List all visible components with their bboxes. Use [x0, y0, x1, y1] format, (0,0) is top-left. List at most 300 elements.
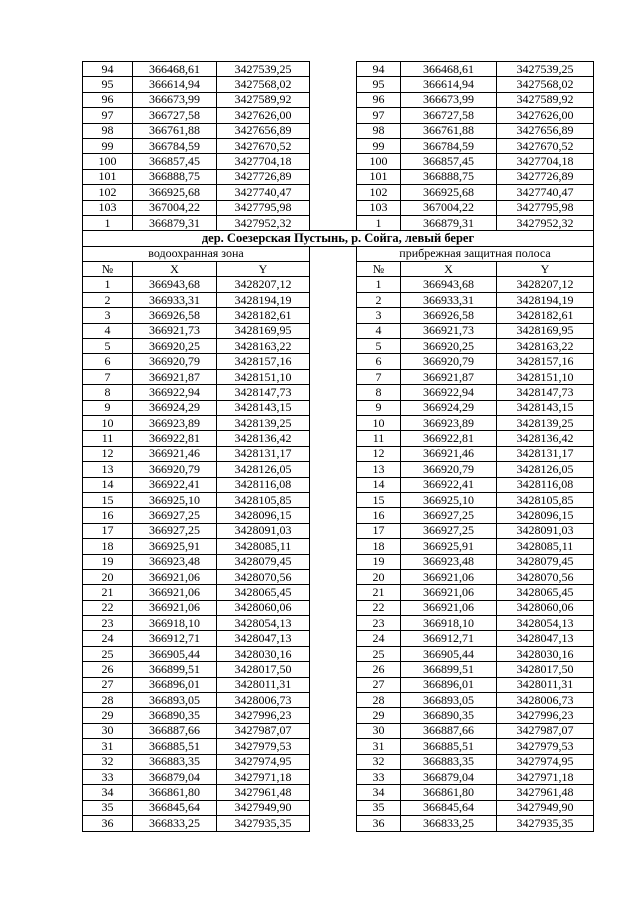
x-cell: 366926,58: [133, 308, 217, 323]
y-cell: 3427670,52: [217, 138, 310, 153]
column-gap: [310, 446, 357, 461]
y-cell: 3428116,08: [497, 477, 594, 492]
x-cell: 366921,73: [133, 323, 217, 338]
column-gap: [310, 723, 357, 738]
table-row: [83, 508, 594, 523]
number-cell: 99: [357, 138, 401, 153]
y-cell: 3428070,56: [217, 569, 310, 584]
y-cell: 3427704,18: [217, 154, 310, 169]
column-gap: [310, 215, 357, 230]
number-cell: 9: [83, 400, 133, 415]
number-cell: 95: [357, 77, 401, 92]
number-cell: 23: [83, 616, 133, 631]
number-cell: 97: [83, 108, 133, 123]
table-row: [83, 138, 594, 153]
x-cell: 366887,66: [401, 723, 497, 738]
x-cell: 366918,10: [133, 616, 217, 631]
table-row: [83, 154, 594, 169]
column-gap: [310, 785, 357, 800]
column-gap: [310, 600, 357, 615]
number-cell: 13: [357, 462, 401, 477]
y-cell: 3428070,56: [497, 569, 594, 584]
number-cell: 15: [357, 492, 401, 507]
left-zone-header: водоохранная зона: [83, 246, 310, 261]
y-cell: 3428060,06: [217, 600, 310, 615]
x-cell: 366784,59: [401, 138, 497, 153]
number-cell: 22: [357, 600, 401, 615]
right-x-header: X: [401, 262, 497, 277]
table-row: [83, 708, 594, 723]
column-gap: [310, 339, 357, 354]
number-cell: 21: [83, 585, 133, 600]
x-cell: 366920,79: [133, 462, 217, 477]
table-row: [83, 677, 594, 692]
y-cell: 3427979,53: [497, 739, 594, 754]
y-cell: 3428131,17: [497, 446, 594, 461]
y-cell: 3427656,89: [217, 123, 310, 138]
x-cell: 366922,81: [401, 431, 497, 446]
y-cell: 3427952,32: [217, 215, 310, 230]
number-cell: 36: [357, 816, 401, 831]
number-cell: 100: [83, 154, 133, 169]
x-cell: 366921,06: [133, 569, 217, 584]
table-row: [83, 369, 594, 384]
x-cell: 366921,46: [401, 446, 497, 461]
number-cell: 30: [83, 723, 133, 738]
number-cell: 33: [357, 769, 401, 784]
number-cell: 26: [357, 662, 401, 677]
y-cell: 3428006,73: [497, 693, 594, 708]
right-y-header: Y: [497, 262, 594, 277]
y-cell: 3427987,07: [217, 723, 310, 738]
section-title: дер. Соезерская Пустынь, р. Сойга, левый берег: [83, 231, 594, 246]
number-cell: 29: [357, 708, 401, 723]
x-cell: 366923,48: [133, 554, 217, 569]
number-cell: 30: [357, 723, 401, 738]
x-cell: 366924,29: [401, 400, 497, 415]
column-gap: [310, 462, 357, 477]
table-row: [83, 646, 594, 661]
number-cell: 1: [83, 277, 133, 292]
table-row: [83, 616, 594, 631]
column-gap: [310, 523, 357, 538]
x-cell: 366921,87: [401, 369, 497, 384]
y-cell: 3427795,98: [217, 200, 310, 215]
x-cell: 366879,31: [401, 215, 497, 230]
table-row: [83, 569, 594, 584]
x-cell: 366921,06: [133, 600, 217, 615]
x-cell: 366896,01: [133, 677, 217, 692]
x-cell: 366943,68: [133, 277, 217, 292]
x-cell: 366925,10: [133, 492, 217, 507]
table-row: [83, 462, 594, 477]
number-cell: 31: [357, 739, 401, 754]
number-cell: 34: [83, 785, 133, 800]
number-cell: 25: [83, 646, 133, 661]
y-cell: 3428096,15: [217, 508, 310, 523]
number-cell: 12: [83, 446, 133, 461]
number-cell: 35: [83, 800, 133, 815]
main-rows: [83, 277, 594, 831]
x-cell: 366468,61: [401, 62, 497, 77]
number-cell: 34: [357, 785, 401, 800]
number-cell: 19: [83, 554, 133, 569]
table-row: [83, 185, 594, 200]
number-cell: 98: [83, 123, 133, 138]
table-row: [83, 816, 594, 831]
column-gap: [310, 508, 357, 523]
y-cell: 3428091,03: [497, 523, 594, 538]
number-cell: 19: [357, 554, 401, 569]
y-cell: 3428017,50: [217, 662, 310, 677]
column-gap: [310, 693, 357, 708]
y-cell: 3427979,53: [217, 739, 310, 754]
column-gap: [310, 754, 357, 769]
x-cell: 366727,58: [401, 108, 497, 123]
table-row: [83, 754, 594, 769]
number-cell: 6: [83, 354, 133, 369]
column-gap: [310, 308, 357, 323]
y-cell: 3428116,08: [217, 477, 310, 492]
table-row: [83, 123, 594, 138]
x-cell: 366921,46: [133, 446, 217, 461]
y-cell: 3428047,13: [497, 631, 594, 646]
number-cell: 26: [83, 662, 133, 677]
x-cell: 366614,94: [133, 77, 217, 92]
x-cell: 366761,88: [401, 123, 497, 138]
x-cell: 366922,94: [133, 385, 217, 400]
number-cell: 5: [83, 339, 133, 354]
y-cell: 3427949,90: [497, 800, 594, 815]
x-cell: 366924,29: [133, 400, 217, 415]
right-number-header: №: [357, 262, 401, 277]
x-cell: 366885,51: [401, 739, 497, 754]
x-cell: 366923,89: [401, 415, 497, 430]
number-cell: 3: [357, 308, 401, 323]
x-cell: 366922,94: [401, 385, 497, 400]
section-title-row: [83, 231, 594, 246]
column-gap: [310, 492, 357, 507]
column-gap: [310, 108, 357, 123]
x-cell: 366921,06: [133, 585, 217, 600]
y-cell: 3427670,52: [497, 138, 594, 153]
y-cell: 3427740,47: [217, 185, 310, 200]
number-cell: 24: [357, 631, 401, 646]
x-cell: 366899,51: [133, 662, 217, 677]
zone-header-row: [83, 246, 594, 261]
table-row: [83, 800, 594, 815]
x-cell: 366921,06: [401, 600, 497, 615]
y-cell: 3427935,35: [497, 816, 594, 831]
x-cell: 366920,79: [401, 354, 497, 369]
x-cell: 366918,10: [401, 616, 497, 631]
y-cell: 3428143,15: [217, 400, 310, 415]
y-cell: 3427626,00: [217, 108, 310, 123]
x-cell: 366922,41: [133, 477, 217, 492]
table-row: [83, 431, 594, 446]
column-gap: [310, 616, 357, 631]
number-cell: 23: [357, 616, 401, 631]
y-cell: 3428194,19: [497, 292, 594, 307]
number-cell: 21: [357, 585, 401, 600]
number-cell: 102: [83, 185, 133, 200]
y-cell: 3428126,05: [217, 462, 310, 477]
number-cell: 13: [83, 462, 133, 477]
column-header-row: [83, 262, 594, 277]
number-cell: 2: [83, 292, 133, 307]
column-gap: [310, 169, 357, 184]
table-row: [83, 446, 594, 461]
y-cell: 3428151,10: [497, 369, 594, 384]
y-cell: 3428060,06: [497, 600, 594, 615]
y-cell: 3428126,05: [497, 462, 594, 477]
x-cell: 366921,87: [133, 369, 217, 384]
x-cell: 366857,45: [401, 154, 497, 169]
x-cell: 366925,91: [133, 539, 217, 554]
y-cell: 3428163,22: [497, 339, 594, 354]
x-cell: 366861,80: [133, 785, 217, 800]
number-cell: 6: [357, 354, 401, 369]
x-cell: 366921,73: [401, 323, 497, 338]
column-gap: [310, 369, 357, 384]
number-cell: 31: [83, 739, 133, 754]
number-cell: 3: [83, 308, 133, 323]
y-cell: 3427704,18: [497, 154, 594, 169]
table-row: [83, 415, 594, 430]
table-row: [83, 77, 594, 92]
y-cell: 3428136,42: [497, 431, 594, 446]
y-cell: 3428207,12: [217, 277, 310, 292]
table-row: [83, 92, 594, 107]
x-cell: 366912,71: [133, 631, 217, 646]
number-cell: 27: [83, 677, 133, 692]
x-cell: 366927,25: [133, 508, 217, 523]
column-gap: [310, 554, 357, 569]
number-cell: 4: [83, 323, 133, 338]
right-zone-header: прибрежная защитная полоса: [357, 246, 594, 261]
number-cell: 32: [83, 754, 133, 769]
table-row: [83, 785, 594, 800]
number-cell: 2: [357, 292, 401, 307]
x-cell: 366888,75: [401, 169, 497, 184]
x-cell: 366614,94: [401, 77, 497, 92]
x-cell: 366899,51: [401, 662, 497, 677]
column-gap: [310, 200, 357, 215]
y-cell: 3427952,32: [497, 215, 594, 230]
table-row: [83, 385, 594, 400]
table-row: [83, 662, 594, 677]
table-row: [83, 339, 594, 354]
column-gap: [310, 77, 357, 92]
table-row: [83, 523, 594, 538]
number-cell: 28: [357, 693, 401, 708]
number-cell: 20: [83, 569, 133, 584]
number-cell: 100: [357, 154, 401, 169]
y-cell: 3427935,35: [217, 816, 310, 831]
y-cell: 3428047,13: [217, 631, 310, 646]
number-cell: 18: [83, 539, 133, 554]
x-cell: 366845,64: [133, 800, 217, 815]
y-cell: 3428151,10: [217, 369, 310, 384]
table-row: [83, 215, 594, 230]
column-gap: [310, 708, 357, 723]
x-cell: 366784,59: [133, 138, 217, 153]
number-cell: 7: [83, 369, 133, 384]
table-row: [83, 492, 594, 507]
table-row: [83, 200, 594, 215]
x-cell: 366890,35: [133, 708, 217, 723]
y-cell: 3427589,92: [497, 92, 594, 107]
number-cell: 1: [357, 277, 401, 292]
number-cell: 29: [83, 708, 133, 723]
x-cell: 366927,25: [401, 523, 497, 538]
x-cell: 366883,35: [133, 754, 217, 769]
x-cell: 366883,35: [401, 754, 497, 769]
y-cell: 3427961,48: [217, 785, 310, 800]
number-cell: 96: [83, 92, 133, 107]
y-cell: 3428147,73: [217, 385, 310, 400]
number-cell: 94: [83, 62, 133, 77]
column-gap: [310, 677, 357, 692]
y-cell: 3427974,95: [217, 754, 310, 769]
number-cell: 97: [357, 108, 401, 123]
coordinates-table: [82, 61, 594, 832]
column-gap: [310, 62, 357, 77]
y-cell: 3427740,47: [497, 185, 594, 200]
table-row: [83, 585, 594, 600]
y-cell: 3428207,12: [497, 277, 594, 292]
y-cell: 3428054,13: [217, 616, 310, 631]
x-cell: 366925,10: [401, 492, 497, 507]
y-cell: 3428017,50: [497, 662, 594, 677]
y-cell: 3428143,15: [497, 400, 594, 415]
x-cell: 366923,89: [133, 415, 217, 430]
number-cell: 16: [83, 508, 133, 523]
table-row: [83, 277, 594, 292]
number-cell: 1: [83, 215, 133, 230]
left-number-header: №: [83, 262, 133, 277]
y-cell: 3428065,45: [217, 585, 310, 600]
number-cell: 12: [357, 446, 401, 461]
column-gap: [310, 769, 357, 784]
column-gap: [310, 323, 357, 338]
y-cell: 3427726,89: [217, 169, 310, 184]
x-cell: 366925,68: [133, 185, 217, 200]
table-row: [83, 169, 594, 184]
number-cell: 25: [357, 646, 401, 661]
y-cell: 3428079,45: [217, 554, 310, 569]
number-cell: 5: [357, 339, 401, 354]
number-cell: 18: [357, 539, 401, 554]
number-cell: 11: [83, 431, 133, 446]
number-cell: 17: [357, 523, 401, 538]
table-row: [83, 739, 594, 754]
x-cell: 366920,25: [401, 339, 497, 354]
x-cell: 366926,58: [401, 308, 497, 323]
y-cell: 3428065,45: [497, 585, 594, 600]
x-cell: 366943,68: [401, 277, 497, 292]
column-gap: [310, 477, 357, 492]
column-gap: [310, 292, 357, 307]
table-row: [83, 554, 594, 569]
number-cell: 101: [357, 169, 401, 184]
left-y-header: Y: [217, 262, 310, 277]
x-cell: 366893,05: [401, 693, 497, 708]
number-cell: 15: [83, 492, 133, 507]
table-row: [83, 323, 594, 338]
y-cell: 3427974,95: [497, 754, 594, 769]
y-cell: 3428147,73: [497, 385, 594, 400]
number-cell: 8: [357, 385, 401, 400]
y-cell: 3427971,18: [217, 769, 310, 784]
column-gap: [310, 646, 357, 661]
y-cell: 3428011,31: [217, 677, 310, 692]
number-cell: 98: [357, 123, 401, 138]
number-cell: 9: [357, 400, 401, 415]
y-cell: 3427626,00: [497, 108, 594, 123]
table-row: [83, 62, 594, 77]
y-cell: 3427987,07: [497, 723, 594, 738]
table-row: [83, 400, 594, 415]
x-cell: 367004,22: [133, 200, 217, 215]
table-row: [83, 723, 594, 738]
table-row: [83, 600, 594, 615]
number-cell: 33: [83, 769, 133, 784]
y-cell: 3428169,95: [217, 323, 310, 338]
number-cell: 20: [357, 569, 401, 584]
column-gap: [310, 400, 357, 415]
column-gap: [310, 816, 357, 831]
y-cell: 3427656,89: [497, 123, 594, 138]
number-cell: 103: [83, 200, 133, 215]
x-cell: 366833,25: [133, 816, 217, 831]
number-cell: 16: [357, 508, 401, 523]
x-cell: 366885,51: [133, 739, 217, 754]
x-cell: 366925,68: [401, 185, 497, 200]
column-gap: [310, 431, 357, 446]
x-cell: 366925,91: [401, 539, 497, 554]
y-cell: 3428054,13: [497, 616, 594, 631]
x-cell: 366921,06: [401, 585, 497, 600]
y-cell: 3428163,22: [217, 339, 310, 354]
number-cell: 27: [357, 677, 401, 692]
y-cell: 3428182,61: [497, 308, 594, 323]
section-header: [83, 231, 594, 277]
x-cell: 366920,79: [133, 354, 217, 369]
number-cell: 28: [83, 693, 133, 708]
y-cell: 3427539,25: [217, 62, 310, 77]
column-gap: [310, 662, 357, 677]
number-cell: 14: [83, 477, 133, 492]
number-cell: 32: [357, 754, 401, 769]
number-cell: 102: [357, 185, 401, 200]
x-cell: 366468,61: [133, 62, 217, 77]
x-cell: 366933,31: [133, 292, 217, 307]
y-cell: 3428096,15: [497, 508, 594, 523]
y-cell: 3428157,16: [497, 354, 594, 369]
table-row: [83, 539, 594, 554]
number-cell: 14: [357, 477, 401, 492]
x-cell: 366921,06: [401, 569, 497, 584]
number-cell: 36: [83, 816, 133, 831]
column-gap: [310, 385, 357, 400]
y-cell: 3428091,03: [217, 523, 310, 538]
x-cell: 366845,64: [401, 800, 497, 815]
y-cell: 3428030,16: [217, 646, 310, 661]
x-cell: 366905,44: [133, 646, 217, 661]
column-gap: [310, 185, 357, 200]
column-gap: [310, 739, 357, 754]
